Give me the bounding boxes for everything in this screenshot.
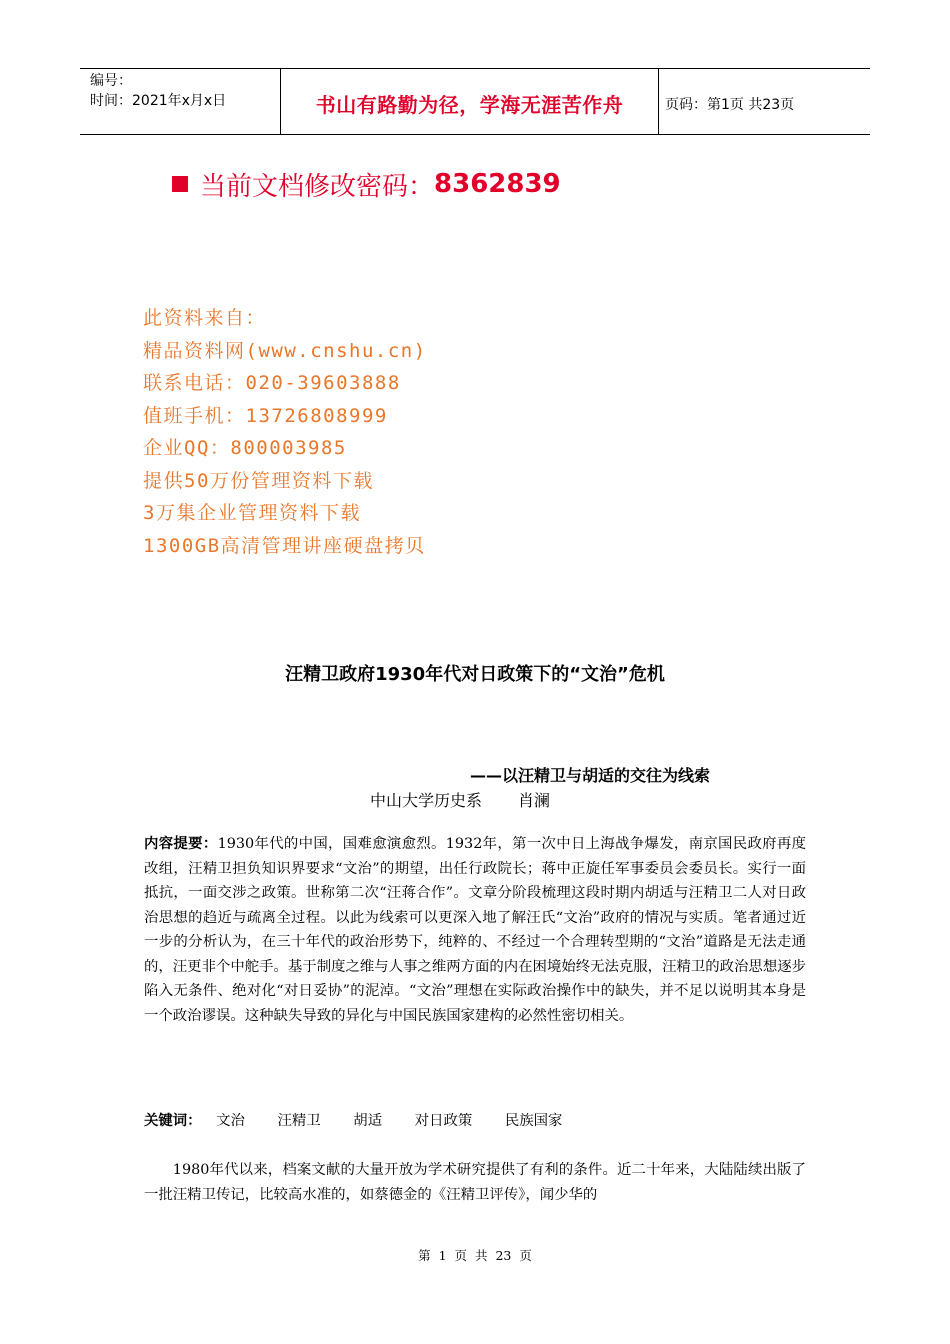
body-paragraph: 1980年代以来，档案文献的大量开放为学术研究提供了有利的条件。近二十年来，大陆陆续出版了一批汪精卫传记，比较高水准的，如蔡德金的《汪精卫评传》，闻少华的 [144,1162,806,1203]
source-line: 企业QQ：800003985 [143,437,347,459]
square-bullet-icon [172,176,188,192]
password-value: 8362839 [434,169,561,199]
source-line: 此资料来自： [143,307,267,329]
keyword: 民族国家 [504,1113,563,1129]
article-subtitle: ——以汪精卫与胡适的交往为线索 [470,766,711,785]
header-motto: 书山有路勤为径，学海无涯苦作舟 [281,69,659,134]
keywords-line [144,1109,590,1130]
article-title: 汪精卫政府1930年代对日政策下的“文治”危机 [285,664,665,685]
source-line: 提供50万份管理资料下载 [143,469,374,492]
author-affiliation: 中山大学历史系 [370,791,483,810]
keyword: 胡适 [353,1113,383,1129]
page-footer: 第 1 页 共 23 页 [418,1248,532,1263]
keyword: 汪精卫 [277,1113,321,1129]
doc-date: 时间：2021年x月x日 [90,93,227,109]
password-label: 当前文档修改密码： [200,171,435,202]
author-line [370,788,550,811]
source-line: 联系电话：020-39603888 [143,372,401,394]
header-table [80,68,870,135]
abstract-text: 1930年代的中国，国难愈演愈烈。1932年，第一次中日上海战争爆发，南京国民政府再度改组，汪精卫担负知识界要求“文治”的期望，出任行政院长；蒋中正旋任军事委员会委员长。实行一面抵抗，一面交涉之政策。世称第二次“汪蒋合作”。文章分阶段梳理这段时期内胡适与汪精卫二人对日政治思想的趋近与疏离全过程。以此为线索可以更深入地了解汪氏“文治”政府的情况与实质。笔者通过近一步的分析认为，在三十年代的政治形势下，纯粹的、不经过一个合理转型期的“文治”道路是无法走通的，汪更非个中舵手。基于制度之维与人事之维两方面的内在困境始终无法克服，汪精卫的政治思想逐步陷入无条件、绝对化“对日妥协”的泥淖。“文治”理想在实际政治操作中的缺失，并不足以说明其本身是一个政治谬误。这种缺失导致的异化与中国民族国家建构的必然性密切相关。 [144,836,806,1024]
header-page-info: 页码：第1页 共23页 [665,96,795,113]
password-line [172,164,561,204]
abstract [144,832,806,1028]
header-meta [80,69,281,134]
source-line: 值班手机：13726808999 [143,404,388,427]
abstract-label: 内容提要： [144,836,218,852]
source-line: 精品资料网(www.cnshu.cn) [143,339,427,362]
source-line: 1300GB高清管理讲座硬盘拷贝 [143,534,426,557]
source-info-block [143,302,643,562]
doc-number-label: 编号： [90,73,132,89]
keyword: 对日政策 [414,1113,473,1129]
source-line: 3万集企业管理资料下载 [143,502,361,524]
keyword: 文治 [216,1113,245,1129]
author-name: 肖澜 [518,791,551,810]
keywords-label: 关键词： [144,1113,202,1129]
